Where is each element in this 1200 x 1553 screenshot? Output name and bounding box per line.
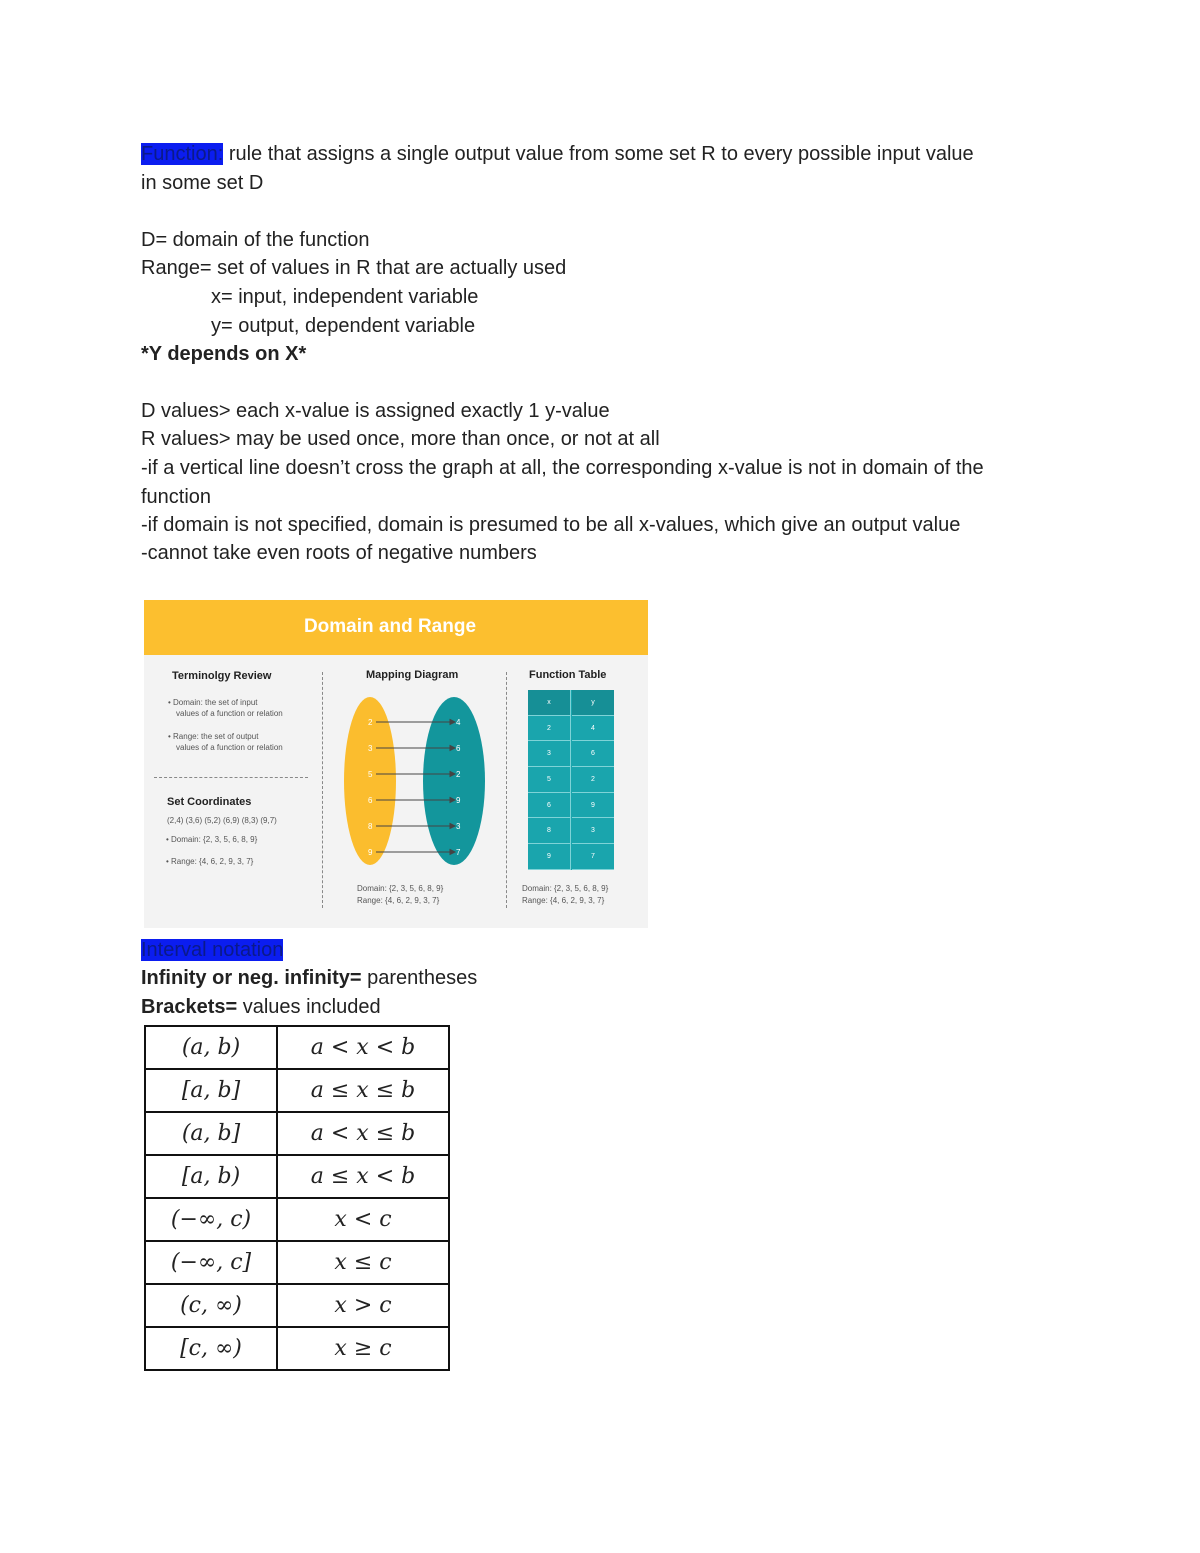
notation-cell: (−∞, c]	[145, 1241, 277, 1284]
r-values-note: R values> may be used once, more than once, or not at all	[141, 428, 660, 450]
set-coordinates-range: • Range: {4, 6, 2, 9, 3, 7}	[166, 857, 254, 866]
inequality-cell: x > c	[277, 1284, 449, 1327]
function-table-title: Function Table	[529, 669, 607, 681]
function-table-y-cell: 2	[572, 767, 614, 793]
domain-value: 3	[368, 744, 373, 753]
domain-value: 6	[368, 796, 373, 805]
table-row	[145, 1155, 449, 1198]
interval-notation-table	[144, 1025, 450, 1371]
definition-text-1: rule that assigns a single output value from some set R to every possible input value	[223, 143, 974, 165]
function-table-x-header: x	[528, 690, 570, 716]
inequality-cell: a ≤ x < b	[277, 1155, 449, 1198]
mapping-domain: Domain: {2, 3, 5, 6, 8, 9}	[357, 884, 444, 893]
function-table-y-cell: 3	[572, 818, 614, 844]
range-value: 6	[456, 744, 461, 753]
d-values-note: D values> each x-value is assigned exactly 1 y-value	[141, 400, 610, 422]
even-roots-note: -cannot take even roots of negative numbers	[141, 542, 537, 564]
function-term: Function:	[141, 143, 224, 165]
domain-range-infographic	[144, 600, 648, 928]
inequality-cell: a < x ≤ b	[277, 1112, 449, 1155]
function-table-x-column	[528, 690, 571, 870]
vertical-line-note-1: -if a vertical line doesn’t cross the graph at all, the corresponding x-value is not in domain of the	[141, 457, 984, 479]
interval-heading-text: Interval notation	[141, 939, 284, 961]
brackets-text: values included	[237, 996, 381, 1018]
terminology-item-1: • Domain: the set of input	[168, 698, 258, 707]
infographic-title: Domain and Range	[303, 616, 477, 637]
x-definition: x= input, independent variable	[211, 286, 479, 308]
inequality-cell: a < x < b	[277, 1026, 449, 1069]
function-table-range: Range: {4, 6, 2, 9, 3, 7}	[522, 896, 605, 905]
range-value: 2	[456, 770, 461, 779]
column-divider-right	[506, 672, 507, 908]
range-value: 4	[456, 718, 461, 727]
function-table-x-cell: 3	[528, 741, 570, 767]
notation-cell: [a, b)	[145, 1155, 277, 1198]
brackets-rule	[141, 995, 381, 1019]
function-table-x-cell: 5	[528, 767, 570, 793]
range-definition: Range= set of values in R that are actually used	[141, 257, 567, 279]
y-definition: y= output, dependent variable	[211, 315, 476, 337]
vertical-line-note-2: function	[141, 486, 212, 508]
notation-cell: (a, b]	[145, 1112, 277, 1155]
notation-cell: (c, ∞)	[145, 1284, 277, 1327]
definition-text-2: in some set D	[141, 172, 264, 194]
mapping-diagram-title: Mapping Diagram	[366, 669, 459, 681]
interval-heading	[141, 938, 283, 962]
range-value: 7	[456, 848, 461, 857]
mapping-diagram	[334, 686, 494, 876]
inequality-cell: x ≥ c	[277, 1327, 449, 1370]
function-table-y-cell: 9	[572, 793, 614, 819]
inequality-cell: a ≤ x ≤ b	[277, 1069, 449, 1112]
infographic-header	[144, 600, 648, 655]
set-coordinates-title: Set Coordinates	[167, 796, 252, 808]
table-row	[145, 1284, 449, 1327]
function-table-x-cell: 8	[528, 818, 570, 844]
range-value: 3	[456, 822, 461, 831]
definition-line-1	[141, 142, 974, 166]
brackets-label: Brackets=	[141, 996, 238, 1018]
notation-cell: [a, b]	[145, 1069, 277, 1112]
function-table-x-cell: 6	[528, 793, 570, 819]
function-table-y-cell: 7	[572, 844, 614, 870]
domain-value: 2	[368, 718, 373, 727]
function-table-y-column	[572, 690, 614, 870]
mapping-range: Range: {4, 6, 2, 9, 3, 7}	[357, 896, 440, 905]
function-table-x-cell: 9	[528, 844, 570, 870]
terminology-item-3: • Range: the set of output	[168, 732, 259, 741]
infinity-label: Infinity or neg. infinity=	[141, 967, 362, 989]
function-table-domain: Domain: {2, 3, 5, 6, 8, 9}	[522, 884, 609, 893]
table-row	[145, 1198, 449, 1241]
table-row	[145, 1026, 449, 1069]
domain-definition: D= domain of the function	[141, 229, 370, 251]
domain-value: 9	[368, 848, 373, 857]
terminology-divider	[154, 777, 308, 778]
domain-value: 5	[368, 770, 373, 779]
notation-cell: [c, ∞)	[145, 1327, 277, 1370]
range-value: 9	[456, 796, 461, 805]
inequality-cell: x < c	[277, 1198, 449, 1241]
infinity-rule	[141, 966, 477, 990]
terminology-title: Terminolgy Review	[172, 670, 272, 682]
function-table-y-cell: 4	[572, 716, 614, 742]
notation-cell: (a, b)	[145, 1026, 277, 1069]
terminology-item-4: values of a function or relation	[176, 743, 283, 752]
function-table-y-cell: 6	[572, 741, 614, 767]
column-divider-left	[322, 672, 323, 908]
infinity-text: parentheses	[361, 967, 478, 989]
set-coordinates-domain: • Domain: {2, 3, 5, 6, 8, 9}	[166, 835, 258, 844]
function-table-x-cell: 2	[528, 716, 570, 742]
domain-not-specified-note: -if domain is not specified, domain is presumed to be all x-values, which give an output value	[141, 514, 961, 536]
table-row	[145, 1112, 449, 1155]
table-row	[145, 1241, 449, 1284]
table-row	[145, 1069, 449, 1112]
terminology-item-2: values of a function or relation	[176, 709, 283, 718]
y-depends-note: *Y depends on X*	[141, 343, 307, 365]
notation-cell: (−∞, c)	[145, 1198, 277, 1241]
inequality-cell: x ≤ c	[277, 1241, 449, 1284]
function-table-y-header: y	[572, 690, 614, 716]
table-row	[145, 1327, 449, 1370]
set-coordinates-points: (2,4) (3,6) (5,2) (6,9) (8,3) (9,7)	[167, 816, 277, 825]
function-table	[528, 690, 614, 870]
domain-value: 8	[368, 822, 373, 831]
